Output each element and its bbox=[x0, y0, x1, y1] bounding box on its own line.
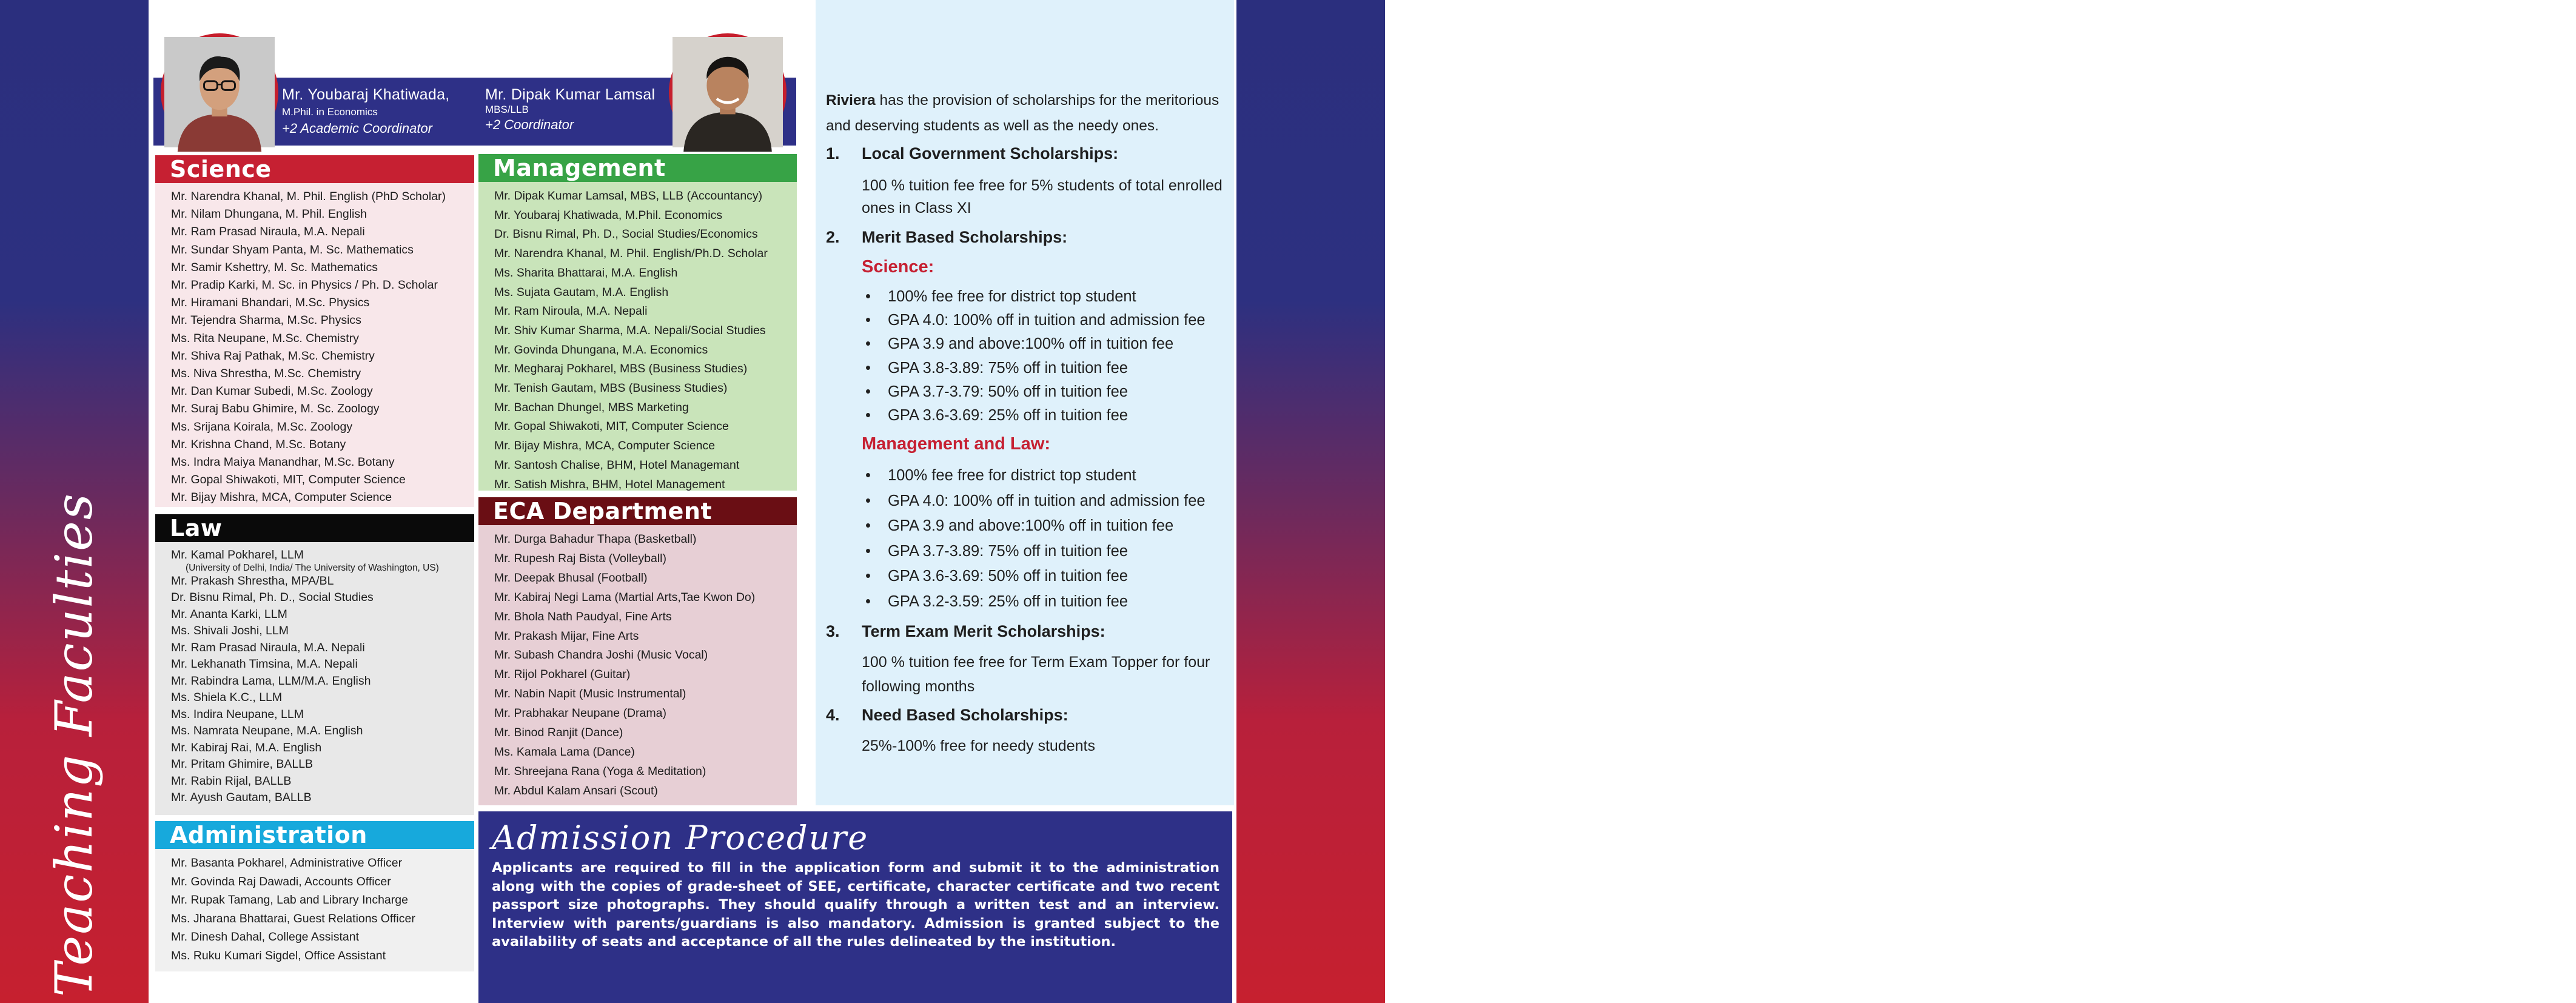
list-item: Mr. Ayush Gautam, BALLB bbox=[171, 791, 312, 804]
science-scholarship-list bbox=[862, 285, 1206, 428]
scholarship-3-text: 100 % tuition fee free for Term Exam Topper for four following months bbox=[862, 654, 1210, 695]
list-item: Mr. Santosh Chalise, BHM, Hotel Managemant bbox=[494, 458, 740, 472]
coordinator-1-degree: M.Phil. in Economics bbox=[282, 106, 378, 118]
list-item: Mr. Rijol Pokharel (Guitar) bbox=[494, 668, 631, 682]
coordinator-2-name: Mr. Dipak Kumar Lamsal bbox=[485, 86, 656, 103]
list-item: Mr. Shiva Raj Pathak, M.Sc. Chemistry bbox=[171, 349, 375, 363]
list-item: Mr. Lekhanath Timsina, M.A. Nepali bbox=[171, 657, 358, 671]
scholarship-3-number: 3. bbox=[826, 622, 840, 640]
list-item: Mr. Subash Chandra Joshi (Music Vocal) bbox=[494, 648, 708, 662]
person-portrait-icon bbox=[673, 37, 783, 147]
eca-heading: ECA Department bbox=[478, 497, 797, 525]
management-faculty-list bbox=[478, 182, 797, 498]
list-item: Ms. Indira Neupane, LLM bbox=[171, 707, 304, 721]
management-law-subheading: Management and Law: bbox=[862, 434, 1050, 454]
list-item: Mr. Rabindra Lama, LLM/M.A. English bbox=[171, 674, 371, 688]
list-item: Mr. Prabhakar Neupane (Drama) bbox=[494, 706, 666, 720]
teaching-faculties-title: Teaching Faculties bbox=[44, 492, 104, 997]
list-item: • GPA 3.7-3.79: 50% off in tuition fee bbox=[862, 380, 1206, 404]
coordinator-1-name: Mr. Youbaraj Khatiwada, bbox=[282, 86, 450, 103]
list-item: Mr. Hiramani Bhandari, M.Sc. Physics bbox=[171, 296, 370, 310]
science-faculty-list bbox=[155, 183, 474, 511]
list-item: Mr. Kabiraj Rai, M.A. English bbox=[171, 740, 322, 754]
list-item: Mr. Abdul Kalam Ansari (Scout) bbox=[494, 783, 658, 797]
list-item: Mr. Megharaj Pokharel, MBS (Business Studies) bbox=[494, 362, 748, 376]
list-item: Mr. Krishna Chand, M.Sc. Botany bbox=[171, 437, 346, 451]
list-item: • GPA 4.0: 100% off in tuition and admission fee bbox=[862, 309, 1206, 332]
list-item: • GPA 3.2-3.59: 25% off in tuition fee bbox=[862, 589, 1206, 615]
school-name: Riviera bbox=[826, 92, 876, 109]
list-item: • GPA 4.0: 100% off in tuition and admission fee bbox=[862, 489, 1206, 514]
list-item: Dr. Bisnu Rimal, Ph. D., Social Studies/Economics bbox=[494, 227, 758, 241]
coordinator-2-role: +2 Coordinator bbox=[485, 117, 574, 132]
list-item: • GPA 3.9 and above:100% off in tuition fee bbox=[862, 514, 1206, 539]
list-item: Mr. Ram Niroula, M.A. Nepali bbox=[494, 304, 648, 318]
list-item: Mr. Gopal Shiwakoti, MIT, Computer Science bbox=[494, 420, 729, 434]
list-item: • GPA 3.9 and above:100% off in tuition fee bbox=[862, 332, 1206, 356]
scholarship-intro bbox=[826, 88, 1226, 139]
list-item: Mr. Tejendra Sharma, M.Sc. Physics bbox=[171, 314, 361, 327]
list-item: Mr. Dipak Kumar Lamsal, MBS, LLB (Accountancy) bbox=[494, 189, 763, 203]
list-item: Mr. Dan Kumar Subedi, M.Sc. Zoology bbox=[171, 384, 373, 398]
scholarship-3-title: Term Exam Merit Scholarships: bbox=[862, 622, 1105, 640]
law-heading: Law bbox=[155, 514, 474, 542]
list-item: • GPA 3.7-3.89: 75% off in tuition fee bbox=[862, 539, 1206, 565]
list-item: Mr. Prakash Mijar, Fine Arts bbox=[494, 629, 639, 643]
coordinator-2 bbox=[485, 86, 655, 133]
list-item: Mr. Bijay Mishra, MCA, Computer Science bbox=[494, 439, 716, 453]
science-faculty-panel bbox=[155, 155, 474, 507]
list-item: Mr. Youbaraj Khatiwada, M.Phil. Economics bbox=[494, 208, 723, 222]
list-item: Mr. Prakash Shrestha, MPA/BL bbox=[171, 574, 334, 588]
coordinator-1-role: +2 Academic Coordinator bbox=[282, 121, 433, 136]
list-item: Mr. Narendra Khanal, M. Phil. English/Ph.D. Scholar bbox=[494, 247, 768, 261]
list-item: Ms. Sujata Gautam, M.A. English bbox=[494, 285, 669, 299]
law-faculty-panel bbox=[155, 514, 474, 815]
list-item: Mr. Tenish Gautam, MBS (Business Studies) bbox=[494, 381, 728, 395]
list-item-name: Mr. Kamal Pokharel, LLM bbox=[171, 548, 304, 562]
list-item: Mr. Gopal Shiwakoti, MIT, Computer Science bbox=[171, 473, 406, 487]
list-item: Mr. Bachan Dhungel, MBS Marketing bbox=[494, 400, 689, 414]
science-subheading: Science: bbox=[862, 257, 934, 277]
scholarship-4-text: 25%-100% free for needy students bbox=[862, 737, 1095, 754]
right-side-band bbox=[1236, 0, 2576, 1003]
law-faculty-list bbox=[155, 542, 474, 810]
scholarship-1-text: 100 % tuition fee free for 5% students of total enrolled ones in Class XI bbox=[862, 177, 1223, 216]
list-item: Mr. Basanta Pokharel, Administrative Officer bbox=[171, 856, 403, 870]
list-item: Ms. Kamala Lama (Dance) bbox=[494, 745, 635, 759]
list-item: Mr. Durga Bahadur Thapa (Basketball) bbox=[494, 532, 697, 546]
list-item: Mr. Rabin Rijal, BALLB bbox=[171, 774, 292, 788]
management-faculty-panel bbox=[478, 154, 797, 491]
list-item: Mr. Dinesh Dahal, College Assistant bbox=[171, 930, 359, 944]
eca-department-panel bbox=[478, 497, 797, 805]
list-item: Mr. Satish Mishra, BHM, Hotel Management bbox=[494, 477, 725, 491]
list-item: Mr. Nabin Napit (Music Instrumental) bbox=[494, 687, 686, 701]
scholarship-2-title: Merit Based Scholarships: bbox=[862, 228, 1068, 246]
intro-text: has the provision of scholarships for the meritorious and deserving students as well as the needy ones. bbox=[826, 92, 1219, 134]
list-item: Mr. Ananta Karki, LLM bbox=[171, 607, 287, 621]
scholarship-4-title: Need Based Scholarships: bbox=[862, 706, 1068, 724]
coordinator-2-degree: MBS/LLB bbox=[485, 104, 529, 115]
list-item: Mr. Bhola Nath Paudyal, Fine Arts bbox=[494, 609, 672, 623]
list-item: Ms. Indra Maiya Manandhar, M.Sc. Botany bbox=[171, 455, 395, 469]
list-item: Ms. Rita Neupane, M.Sc. Chemistry bbox=[171, 331, 359, 345]
list-item: Ms. Namrata Neupane, M.A. English bbox=[171, 724, 363, 737]
list-item: • 100% fee free for district top student bbox=[862, 285, 1206, 309]
scholarship-2-number: 2. bbox=[826, 228, 840, 246]
list-item: Ms. Ruku Kumari Sigdel, Office Assistant bbox=[171, 948, 386, 962]
coordinator-photo-1 bbox=[161, 33, 278, 151]
list-item: Mr. Suraj Babu Ghimire, M. Sc. Zoology bbox=[171, 402, 380, 416]
list-item: Mr. Rupesh Raj Bista (Volleyball) bbox=[494, 551, 666, 565]
list-item: Mr. Sundar Shyam Panta, M. Sc. Mathematics bbox=[171, 243, 414, 257]
administration-staff-list bbox=[155, 849, 474, 968]
list-item: Mr. Shiv Kumar Sharma, M.A. Nepali/Social Studies bbox=[494, 323, 766, 337]
list-item: Mr. Govinda Dhungana, M.A. Economics bbox=[494, 343, 708, 357]
scholarships-title: Scholarships bbox=[2517, 74, 2576, 421]
list-item: Ms. Niva Shrestha, M.Sc. Chemistry bbox=[171, 367, 361, 381]
list-item: Mr. Kabiraj Negi Lama (Martial Arts,Tae Kwon Do) bbox=[494, 590, 756, 604]
management-scholarship-list bbox=[862, 463, 1206, 615]
list-item: Mr. Nilam Dhungana, M. Phil. English bbox=[171, 207, 367, 221]
list-item: Mr. Govinda Raj Dawadi, Accounts Officer bbox=[171, 874, 391, 888]
list-item: Ms. Srijana Koirala, M.Sc. Zoology bbox=[171, 420, 353, 434]
list-item: Mr. Narendra Khanal, M. Phil. English (PhD Scholar) bbox=[171, 190, 446, 203]
list-item: Mr. Pritam Ghimire, BALLB bbox=[171, 757, 314, 771]
list-item: Mr. Rupak Tamang, Lab and Library Incharge bbox=[171, 893, 408, 907]
list-item: Mr. Samir Kshettry, M. Sc. Mathematics bbox=[171, 260, 378, 274]
list-item: Ms. Jharana Bhattarai, Guest Relations Officer bbox=[171, 911, 415, 925]
left-side-band bbox=[0, 0, 149, 1003]
list-item: • 100% fee free for district top student bbox=[862, 463, 1206, 489]
list-item: Mr. Ram Prasad Niraula, M.A. Nepali bbox=[171, 640, 365, 654]
list-item: • GPA 3.6-3.69: 50% off in tuition fee bbox=[862, 564, 1206, 589]
eca-staff-list bbox=[478, 525, 797, 805]
list-item: Mr. Shreejana Rana (Yoga & Meditation) bbox=[494, 764, 706, 778]
scholarship-4-number: 4. bbox=[826, 706, 840, 724]
list-item: Ms. Shivali Joshi, LLM bbox=[171, 624, 289, 637]
list-item: Dr. Bisnu Rimal, Ph. D., Social Studies bbox=[171, 591, 374, 604]
list-item: • GPA 3.8-3.89: 75% off in tuition fee bbox=[862, 357, 1206, 380]
scholarship-1-title: Local Government Scholarships: bbox=[862, 144, 1119, 163]
admission-title: Admission Procedure bbox=[492, 819, 869, 857]
coordinator-photo-2 bbox=[669, 33, 787, 151]
list-item: Mr. Pradip Karki, M. Sc. in Physics / Ph. D. Scholar bbox=[171, 278, 438, 292]
list-item: Mr. Deepak Bhusal (Football) bbox=[494, 571, 648, 585]
scholarship-1-number: 1. bbox=[826, 144, 840, 163]
management-heading: Management bbox=[478, 154, 797, 182]
list-item: Mr. Binod Ranjit (Dance) bbox=[494, 726, 623, 740]
list-item bbox=[171, 547, 474, 573]
list-item: • GPA 3.6-3.69: 25% off in tuition fee bbox=[862, 404, 1206, 428]
admission-text: Applicants are required to fill in the application form and submit it to the administration along with the copies of grade-sheet of SEE, certificate, character certificate and two recent passport size photographs. They should qualify through a written test and an interview. Interview with parents/guardians is also mandatory. Admission is granted subject to the availability of seats and acceptance of all the rules delineated by the institution. bbox=[492, 860, 1219, 950]
list-item: Mr. Bijay Mishra, MCA, Computer Science bbox=[171, 491, 392, 505]
list-item-note: (University of Delhi, India/ The University of Washington, US) bbox=[186, 562, 439, 573]
administration-panel bbox=[155, 821, 474, 971]
list-item: Mr. Ram Prasad Niraula, M.A. Nepali bbox=[171, 225, 365, 239]
list-item: Ms. Sharita Bhattarai, M.A. English bbox=[494, 266, 678, 280]
science-heading: Science bbox=[155, 155, 474, 183]
list-item: Ms. Shiela K.C., LLM bbox=[171, 691, 283, 704]
coordinator-1 bbox=[282, 86, 450, 136]
admission-procedure-panel bbox=[478, 811, 1232, 1003]
administration-heading: Administration bbox=[155, 821, 474, 849]
person-portrait-icon bbox=[164, 37, 275, 147]
